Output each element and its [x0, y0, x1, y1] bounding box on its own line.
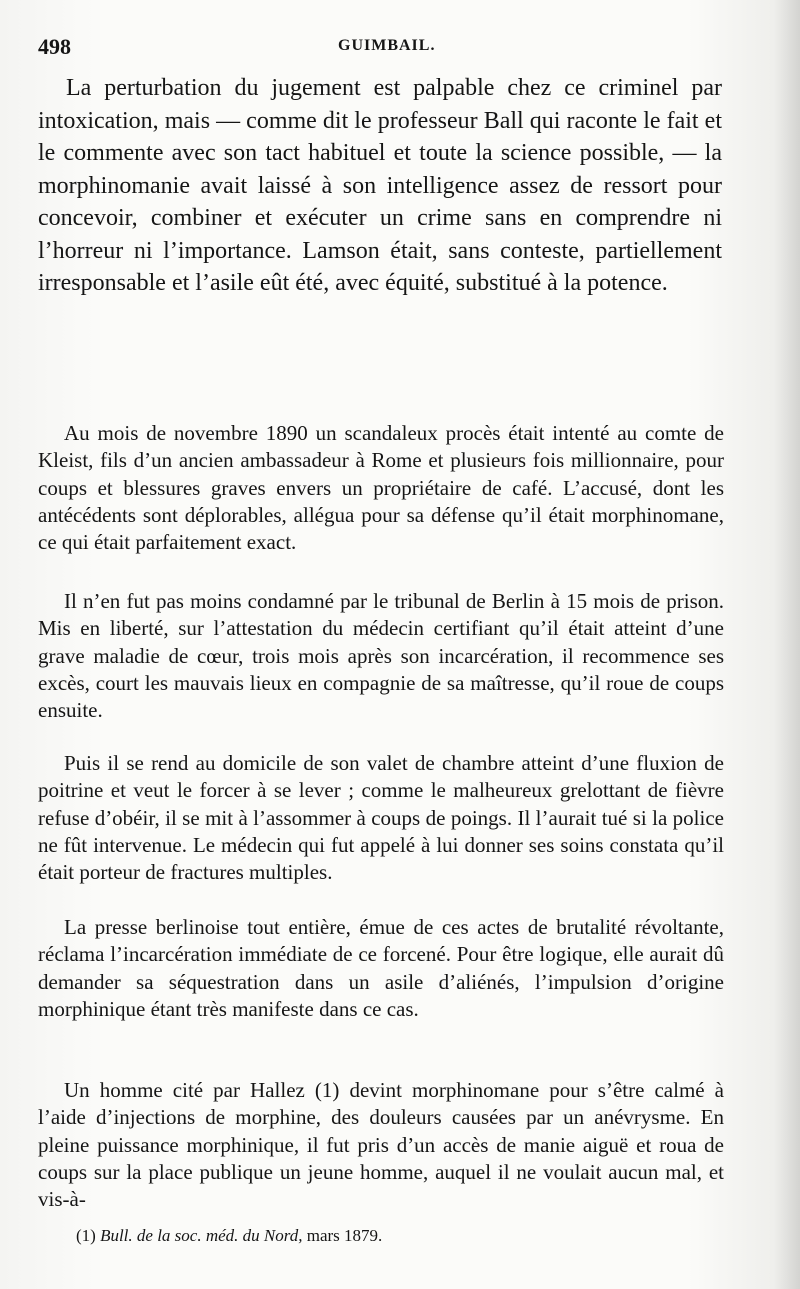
footnote-journal: Bull. de la soc. méd. du Nord, [100, 1226, 303, 1245]
paragraph-lamson: La perturbation du jugement est palpable chez ce criminel par intoxication, mais — comme dit le professeur Ball qui raconte le fait et le commente avec son tact habituel et toute la science possible, — la morphinomanie avait laissé à son intelligence assez de ressort pour concevoir, combiner et exécuter un crime sans en comprendre ni l’horreur ni l’importance. Lamson était, sans conteste, partiellement irresponsable et l’asile eût été, avec équité, substitué à la potence. [38, 75, 722, 296]
paragraph-kleist-sentence: Il n’en fut pas moins condamné par le tribunal de Berlin à 15 mois de prison. Mis en liberté, sur l’attestation du médecin certifiant qu’il était atteint d’une grave maladie de cœur, trois mois après son incarcération, il recommence ses excès, court les mauvais lieux en compagnie de sa maîtresse, qu’il roue de coups ensuite. [38, 589, 724, 723]
footnote-marker: (1) [76, 1226, 96, 1245]
paragraph-hallez-case: Un homme cité par Hallez (1) devint morphinomane pour s’être calmé à l’aide d’injections de morphine, des douleurs causées par un anévrysme. En pleine puissance morphinique, il fut pris d’un accès de manie aiguë et roua de coups sur la place publique un jeune homme, auquel il ne voulait aucun mal, et vis-à- [38, 1078, 724, 1212]
footnote [76, 1226, 676, 1246]
page-edge-shadow [774, 0, 800, 1289]
page-header [38, 34, 728, 60]
paragraph-kleist-trial: Au mois de novembre 1890 un scandaleux procès était intenté au comte de Kleist, fils d’un ancien ambassadeur à Rome et plusieurs fois millionnaire, pour coups et blessures graves envers un propriétaire de café. L’accusé, dont les antécédents sont déplorables, allégua pour sa défense qu’il était morphinomane, ce qui était parfaitement exact. [38, 421, 724, 555]
page-number: 498 [38, 34, 71, 59]
paragraph-berlin-press: La presse berlinoise tout entière, émue de ces actes de brutalité révoltante, réclama l’incarcération immédiate de ce forcené. Pour être logique, elle aurait dû demander sa séquestration dans un asile d’aliénés, l’impulsion d’origine morphinique étant très manifeste dans ce cas. [38, 915, 724, 1021]
footnote-date: mars 1879. [306, 1226, 383, 1245]
paragraph-kleist-valet: Puis il se rend au domicile de son valet de chambre atteint d’une fluxion de poitrine et veut le forcer à se lever ; comme le malheureux grelottant de fièvre refuse d’obéir, il se mit à l’assommer à coups de poings. Il l’aurait tué si la police ne fût intervenue. Le médecin qui fut appelé à lui donner ses soins constata qu’il était porteur de fractures multiples. [38, 751, 724, 885]
running-head: GUIMBAIL. [338, 37, 436, 54]
